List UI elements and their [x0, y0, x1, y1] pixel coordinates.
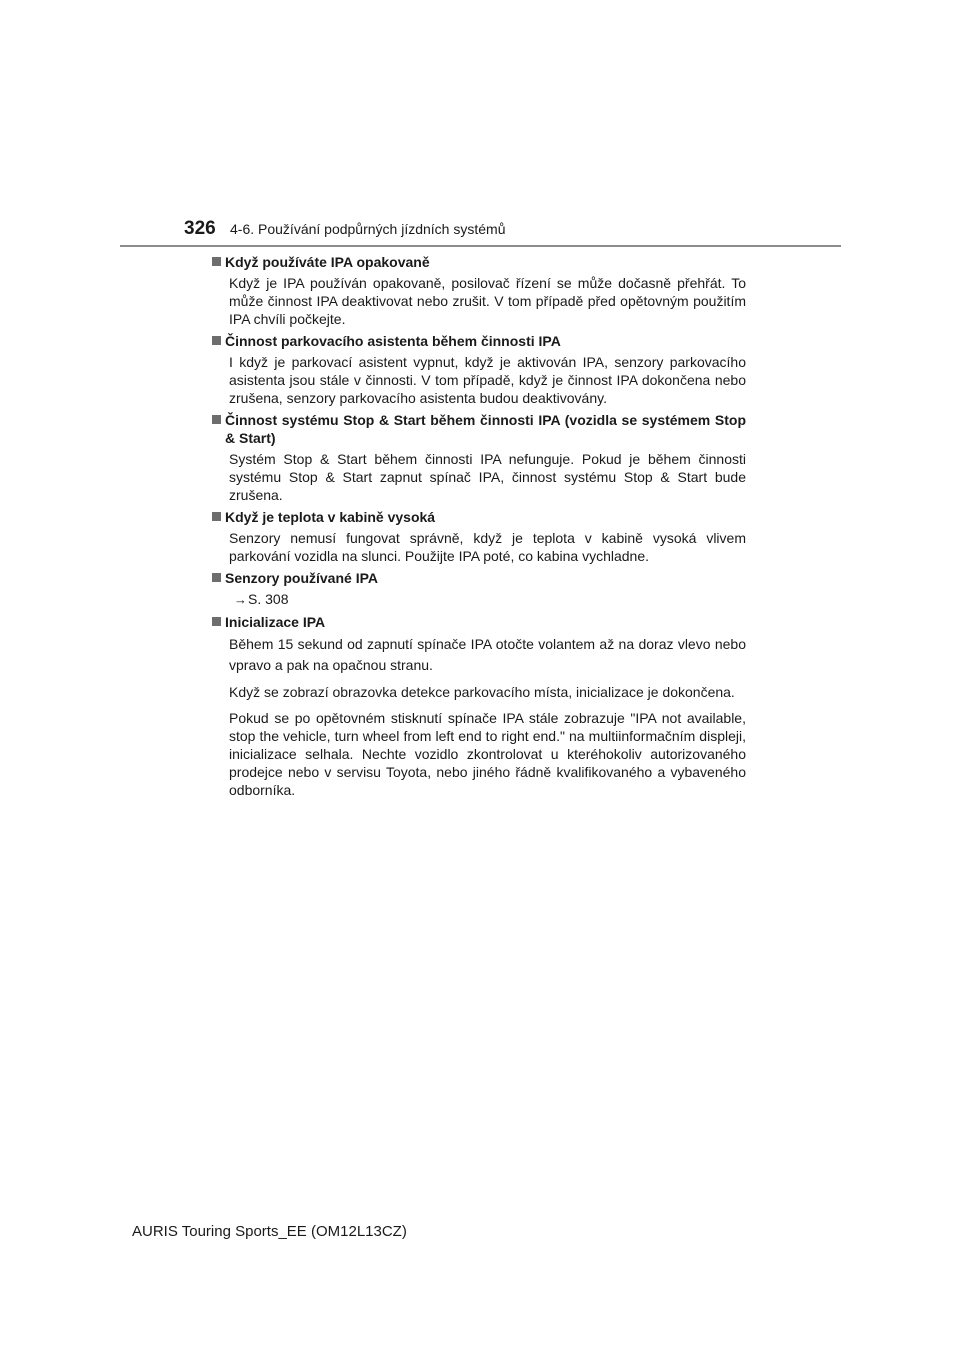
section-body — [229, 274, 746, 328]
body-paragraph: I když je parkovací asistent vypnut, když je aktivován IPA, senzory parkovacího asistenta jsou stále v činnosti. V tom případě, když je činnost IPA dokončena nebo zrušena, senzory parkovacího asistenta budou deaktivovány. — [229, 354, 746, 406]
arrow-right-icon: → — [234, 592, 247, 607]
section-title: 4-6. Používání podpůrných jízdních systémů — [230, 221, 506, 237]
body-paragraph: Senzory nemusí fungovat správně, když je teplota v kabině vysoká vlivem parkování vozidla na slunci. Použijte IPA poté, co kabina vychladne. — [229, 530, 746, 564]
section-heading-text: Když je teplota v kabině vysoká — [225, 509, 436, 525]
page-number: 326 — [184, 218, 216, 239]
section-heading-text: Když používáte IPA opakovaně — [225, 254, 430, 270]
body-paragraph: Když je IPA používán opakovaně, posilovač řízení se může dočasně přehřát. To může činnost IPA deaktivovat nebo zrušit. V tom případě před opětovným použitím IPA chvíli počkejte. — [229, 275, 746, 327]
square-bullet-icon — [212, 336, 221, 345]
header-divider — [120, 245, 841, 247]
section-heading-text: Činnost parkovacího asistenta během činnosti IPA — [225, 333, 561, 349]
section-heading — [212, 508, 746, 526]
page-content — [212, 253, 746, 803]
section-sensors — [212, 569, 746, 609]
section-body — [229, 529, 746, 565]
section-parking-assist — [212, 332, 746, 407]
section-heading-text: Inicializace IPA — [225, 614, 326, 630]
section-heading — [212, 253, 746, 271]
section-body — [229, 450, 746, 504]
square-bullet-icon — [212, 617, 221, 626]
page-reference — [229, 590, 746, 609]
section-heading — [212, 411, 746, 447]
section-body — [229, 590, 746, 609]
footer-manual-id: AURIS Touring Sports_EE (OM12L13CZ) — [132, 1223, 407, 1240]
section-repeated-use — [212, 253, 746, 328]
section-heading-text: Činnost systému Stop & Start během činnosti IPA (vozidla se systémem Stop & Start) — [225, 412, 746, 446]
section-stop-start — [212, 411, 746, 504]
section-heading-text: Senzory používané IPA — [225, 570, 378, 586]
body-paragraph: Systém Stop & Start během činnosti IPA nefunguje. Pokud je během činnosti systému Stop & Start zapnut spínač IPA, činnost systému Stop & Start bude zrušena. — [229, 451, 746, 503]
body-paragraph: Pokud se po opětovném stisknutí spínače IPA stále zobrazuje "IPA not available, stop the vehicle, turn wheel from left end to right end." na multiinformačním displeji, inicializace selhala. Nechte vozidlo zkontrolovat u kteréhokoliv autorizovaného prodejce nebo v servisu Toyota, nebo jiného řádně kvalifikovaného a vybaveného odborníka. — [229, 710, 746, 798]
section-initialization — [212, 613, 746, 799]
page-reference-text: S. 308 — [248, 591, 289, 607]
section-body — [229, 634, 746, 799]
section-heading — [212, 613, 746, 631]
body-paragraph: Během 15 sekund od zapnutí spínače IPA otočte volantem až na doraz vlevo nebo vpravo a pak na opačnou stranu. — [229, 636, 746, 673]
section-body — [229, 353, 746, 407]
square-bullet-icon — [212, 512, 221, 521]
square-bullet-icon — [212, 257, 221, 266]
section-cabin-temperature — [212, 508, 746, 565]
square-bullet-icon — [212, 573, 221, 582]
square-bullet-icon — [212, 415, 221, 424]
section-heading — [212, 569, 746, 587]
section-heading — [212, 332, 746, 350]
body-paragraph: Když se zobrazí obrazovka detekce parkovacího místa, inicializace je dokončena. — [229, 684, 735, 700]
